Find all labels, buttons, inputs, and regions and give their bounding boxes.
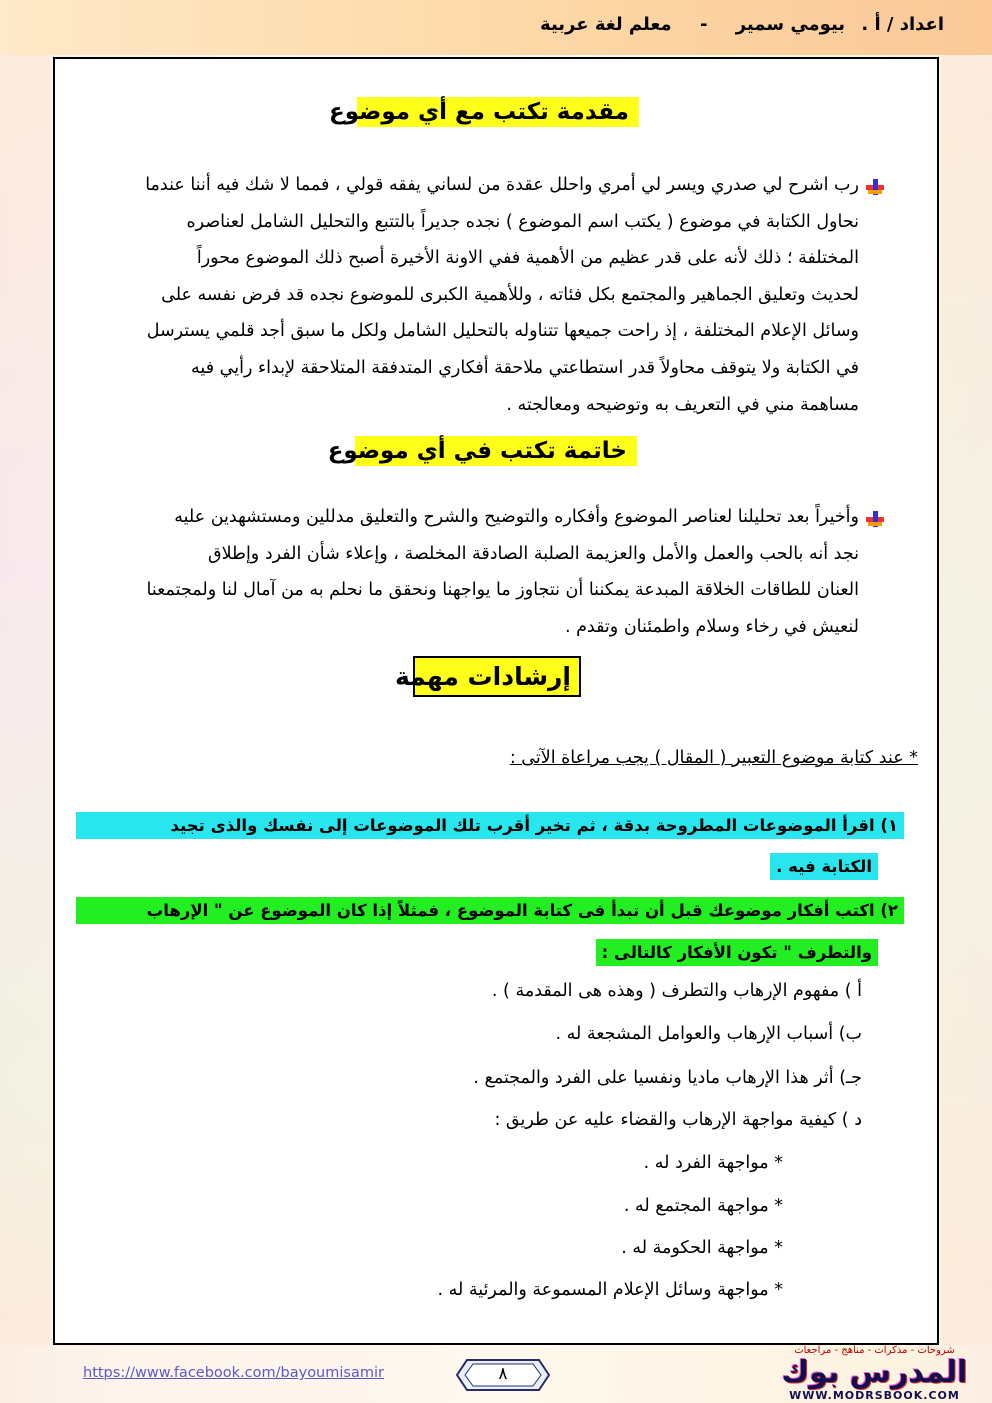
guidance-intro: * عند كتابة موضوع التعبير ( المقال ) يجب مراعاة الآتى : [509,748,918,768]
conclusion-line: لنعيش في رخاء وسلام واطمئنان وتقدم . [564,616,859,637]
subitem: * مواجهة وسائل الإعلام المسموعة والمرئية له . [437,1280,783,1300]
facebook-link[interactable]: https://www.facebook.com/bayoumisamir [83,1365,384,1381]
bullet-icon [866,511,884,527]
subitem: * مواجهة الحكومة له . [621,1238,783,1258]
header-role: معلم لغة عربية [540,14,672,35]
site-logo[interactable] [752,1343,992,1403]
point1-line-b: الكتابة فيه . [770,853,878,880]
conclusion-title: خاتمة تكتب في أي موضوع [355,436,637,466]
intro-line: المختلفة ؛ ذلك لأنه على قدر عظيم من الأهمية ففي الاونة الأخيرة أصبح ذلك الموضوع محوراً [196,248,859,269]
intro-line: رب اشرح لي صدري ويسر لي أمري واحلل عقدة من لساني يفقه قولي ، فمما لا شك فيه أننا عندما [145,175,859,195]
idea-item-b: ب) أسباب الإرهاب والعوامل المشجعة له . [555,1024,862,1044]
logo-name: المدرس بوك [781,1355,968,1390]
header-author: بيومي سمير [735,14,846,35]
subitem: * مواجهة الفرد له . [643,1153,783,1173]
conclusion-line: وأخيراً بعد تحليلنا لعناصر الموضوع وأفكاره والتوضيح والشرح والتعليق مدللين ومستشهدين عليه [174,507,859,527]
header-text [530,14,944,35]
page-number: ٨ [498,1364,508,1384]
logo-url: WWW.MODRSBOOK.COM [789,1389,960,1402]
idea-item-c: جـ) أثر هذا الإرهاب ماديا ونفسيا على الفرد والمجتمع . [473,1068,862,1088]
intro-line: لحديث وتعليق الجماهير والمجتمع بكل فئاته ، وللأهمية الكبرى للموضوع نجده قد فرض نفسه على [161,284,859,305]
intro-line: وسائل الإعلام المختلفة ، إذ راحت جميعها تتناوله بالتحليل الشامل ولكل ما سبق أجد قلمي يسترسل [146,321,859,342]
conclusion-line: العنان للطاقات الخلاقة المبدعة يمكننا أن نتجاوز ما يواجهنا ونحقق ما نحلم به من آمال لنا ولمجتمعنا [146,580,859,601]
intro-line: مساهمة مني في التعريف به وتوضيحه ومعالجته . [506,394,859,415]
left-decor-strip [0,55,50,1345]
header-dash: - [699,14,708,35]
bullet-icon [866,179,884,195]
point2-line-a: ٢) اكتب أفكار موضوعك قبل أن تبدأ فى كتابة الموضوع ، فمثلاً إذا كان الموضوع عن " الإرهاب [76,897,904,924]
idea-item-d: د ) كيفية مواجهة الإرهاب والقضاء عليه عن طريق : [494,1110,862,1130]
idea-item-a: أ ) مفهوم الإرهاب والتطرف ( وهذه هى المقدمة ) . [491,981,862,1001]
right-decor-strip [942,55,992,1345]
logo-tagline: شروحات - مذكرات - مناهج - مراجعات [794,1345,955,1356]
point1-line-a: ١) اقرأ الموضوعات المطروحة بدقة ، ثم تخير أقرب تلك الموضوعات إلى نفسك والذى تجيد [76,812,904,839]
subitem: * مواجهة المجتمع له . [623,1196,783,1216]
conclusion-line: نجد أنه بالحب والعمل والأمل والعزيمة الصلبة الصادقة المخلصة ، وإعلاء شأن الفرد وإطلاق [208,543,859,564]
intro-line: في الكتابة ولا يتوقف محاولاً قدر استطاعتي ملاحقة أفكاري المتدفقة المتلاحقة لإبداء رأيي فيه [191,357,859,378]
intro-line: نحاول الكتابة في موضوع ( يكتب اسم الموضوع ) نجده جديراً بالتتبع والتحليل الشامل لعناصره [186,211,859,232]
intro-paragraph [76,167,859,423]
intro-title: مقدمة تكتب مع أي موضوع [357,97,639,127]
header-prep: اعداد / أ . [861,14,944,35]
point2-line-b: والتطرف " تكون الأفكار كالتالى : [596,939,878,966]
guidance-title: إرشادات مهمة [413,656,581,697]
conclusion-paragraph [76,499,859,645]
